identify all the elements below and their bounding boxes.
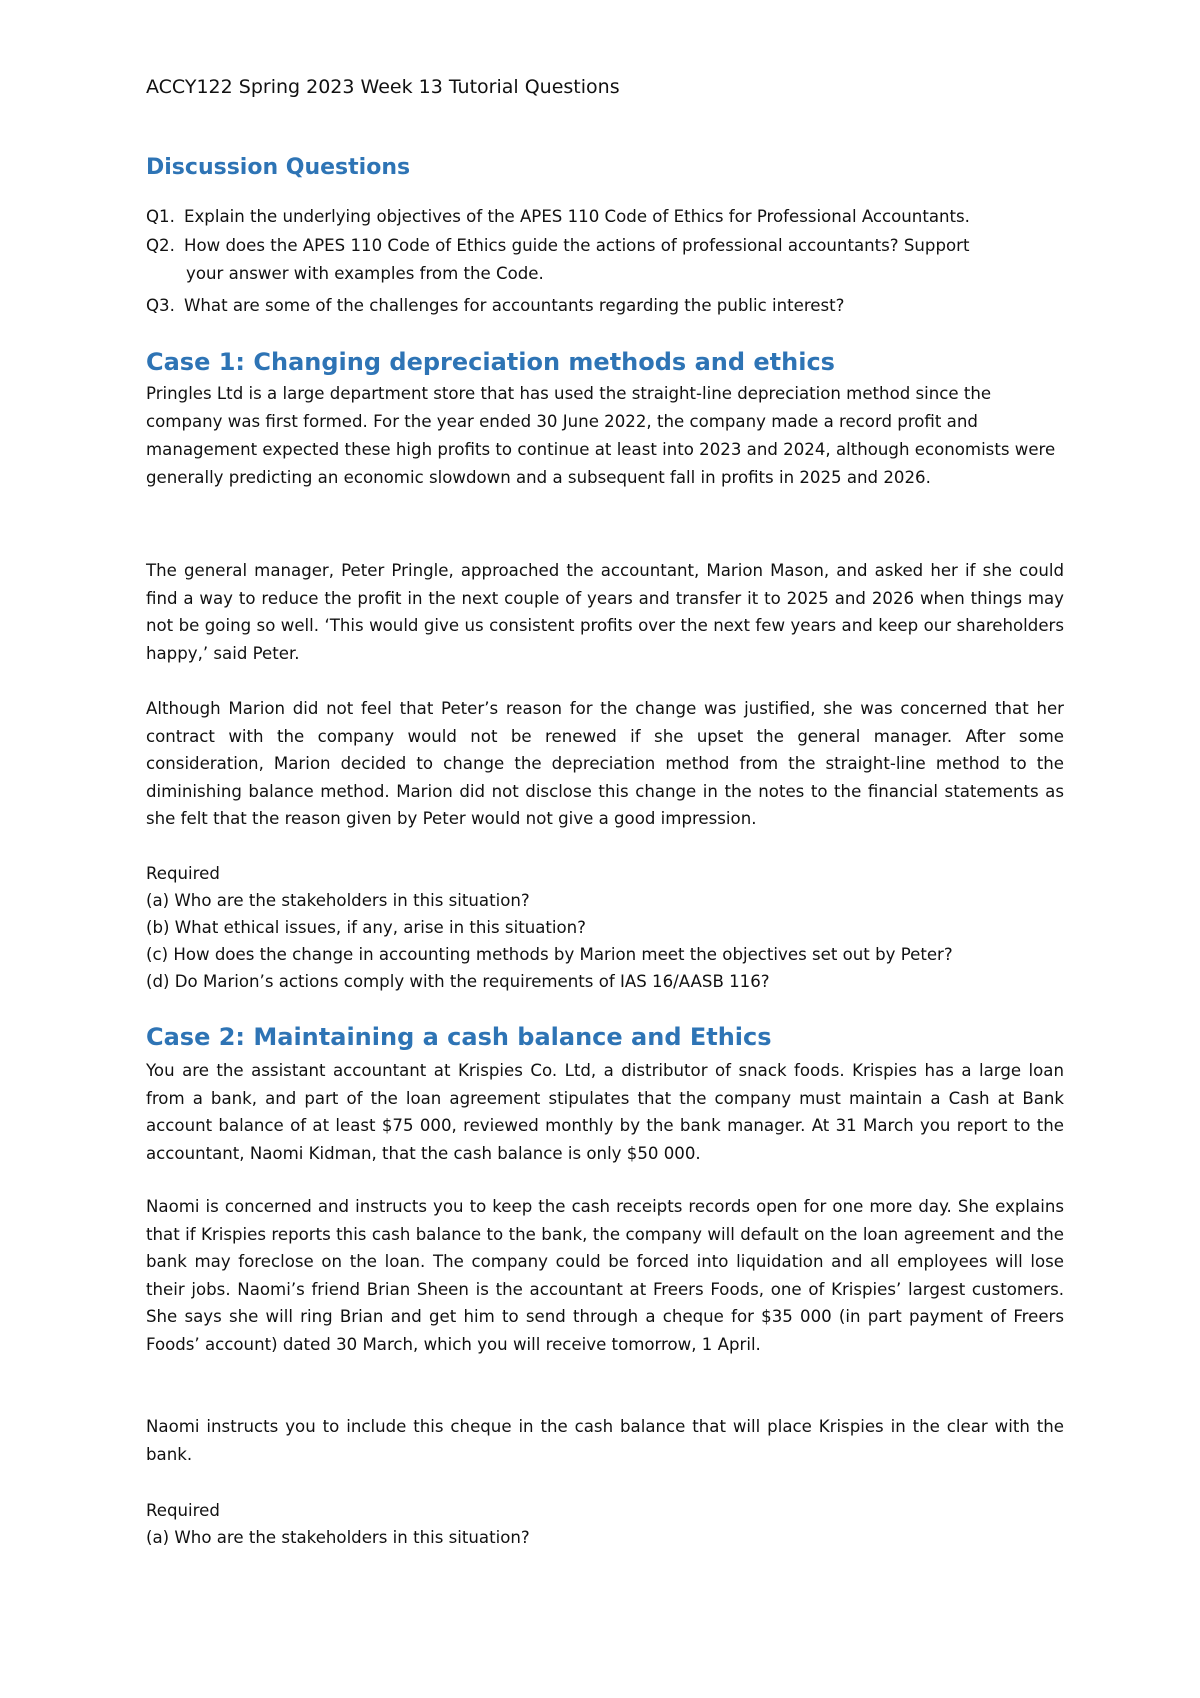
case1-required-item: (d) Do Marion’s actions comply with the requirements of IAS 16/AASB 116? [146, 972, 770, 991]
case1-required-item: (c) How does the change in accounting methods by Marion meet the objectives set out by Peter? [146, 945, 953, 964]
case1-required-item: (a) Who are the stakeholders in this situation? [146, 891, 530, 910]
question-text: What are some of the challenges for accountants regarding the public interest? [184, 296, 845, 315]
discussion-heading: Discussion Questions [146, 155, 411, 180]
case2-paragraph: You are the assistant accountant at Krispies Co. Ltd, a distributor of snack foods. Krispies has a large loan from a bank, and part of the loan agreement stipulates that the company must maintain a Cash at Bank account balance of at least $75 000, reviewed monthly by the bank manager. At 31 March you report to the accountant, Naomi Kidman, that the cash balance is only $50 000. [146, 1061, 1064, 1163]
question-text: How does the APES 110 Code of Ethics guide the actions of professional accountants? Support [184, 236, 970, 255]
question-text: Explain the underlying objectives of the APES 110 Code of Ethics for Professional Accountants. [184, 207, 970, 226]
question-q1 [146, 203, 1064, 231]
question-number: Q3. [146, 296, 175, 315]
case1-heading: Case 1: Changing depreciation methods and ethics [146, 348, 835, 376]
question-text-continued: your answer with examples from the Code. [186, 264, 544, 283]
case2-required-item: (a) Who are the stakeholders in this situation? [146, 1528, 530, 1547]
case2-heading: Case 2: Maintaining a cash balance and Ethics [146, 1023, 772, 1051]
case2-required-label: Required [146, 1501, 220, 1520]
case1-paragraph: Although Marion did not feel that Peter’s reason for the change was justified, she was concerned that her contract with the company would not be renewed if she upset the general manager. After some consideration, Marion decided to change the depreciation method from the straight-line method to the diminishing balance method. Marion did not disclose this change in the notes to the financial statements as she felt that the reason given by Peter would not give a good impression. [146, 699, 1064, 828]
case2-paragraph: Naomi instructs you to include this cheque in the cash balance that will place Krispies in the clear with the bank. [146, 1417, 1064, 1464]
question-q2 [146, 232, 1064, 288]
case1-paragraph: The general manager, Peter Pringle, approached the accountant, Marion Mason, and asked her if she could find a way to reduce the profit in the next couple of years and transfer it to 2025 and 2026 when things may not be going so well. ‘This would give us consistent profits over the next few years and keep our shareholders happy,’ said Peter. [146, 561, 1064, 663]
case2-paragraph: Naomi is concerned and instructs you to keep the cash receipts records open for one more day. She explains that if Krispies reports this cash balance to the bank, the company will default on the loan agreement and the bank may foreclose on the loan. The company could be forced into liquidation and all employees will lose their jobs. Naomi’s friend Brian Sheen is the accountant at Freers Foods, one of Krispies’ largest customers. She says she will ring Brian and get him to send through a cheque for $35 000 (in part payment of Freers Foods’ account) dated 30 March, which you will receive tomorrow, 1 April. [146, 1197, 1064, 1354]
question-number: Q2. [146, 236, 175, 255]
document-title: ACCY122 Spring 2023 Week 13 Tutorial Questions [146, 76, 620, 98]
question-q3 [146, 292, 1064, 320]
question-number: Q1. [146, 207, 175, 226]
case1-paragraph: Pringles Ltd is a large department store that has used the straight-line depreciation method since the company was first formed. For the year ended 30 June 2022, the company made a record profit and management expected these high profits to continue at least into 2023 and 2024, although economists were generally predicting an economic slowdown and a subsequent fall in profits in 2025 and 2026. [146, 384, 1056, 487]
case1-required-item: (b) What ethical issues, if any, arise in this situation? [146, 918, 586, 937]
case1-required-label: Required [146, 864, 220, 883]
